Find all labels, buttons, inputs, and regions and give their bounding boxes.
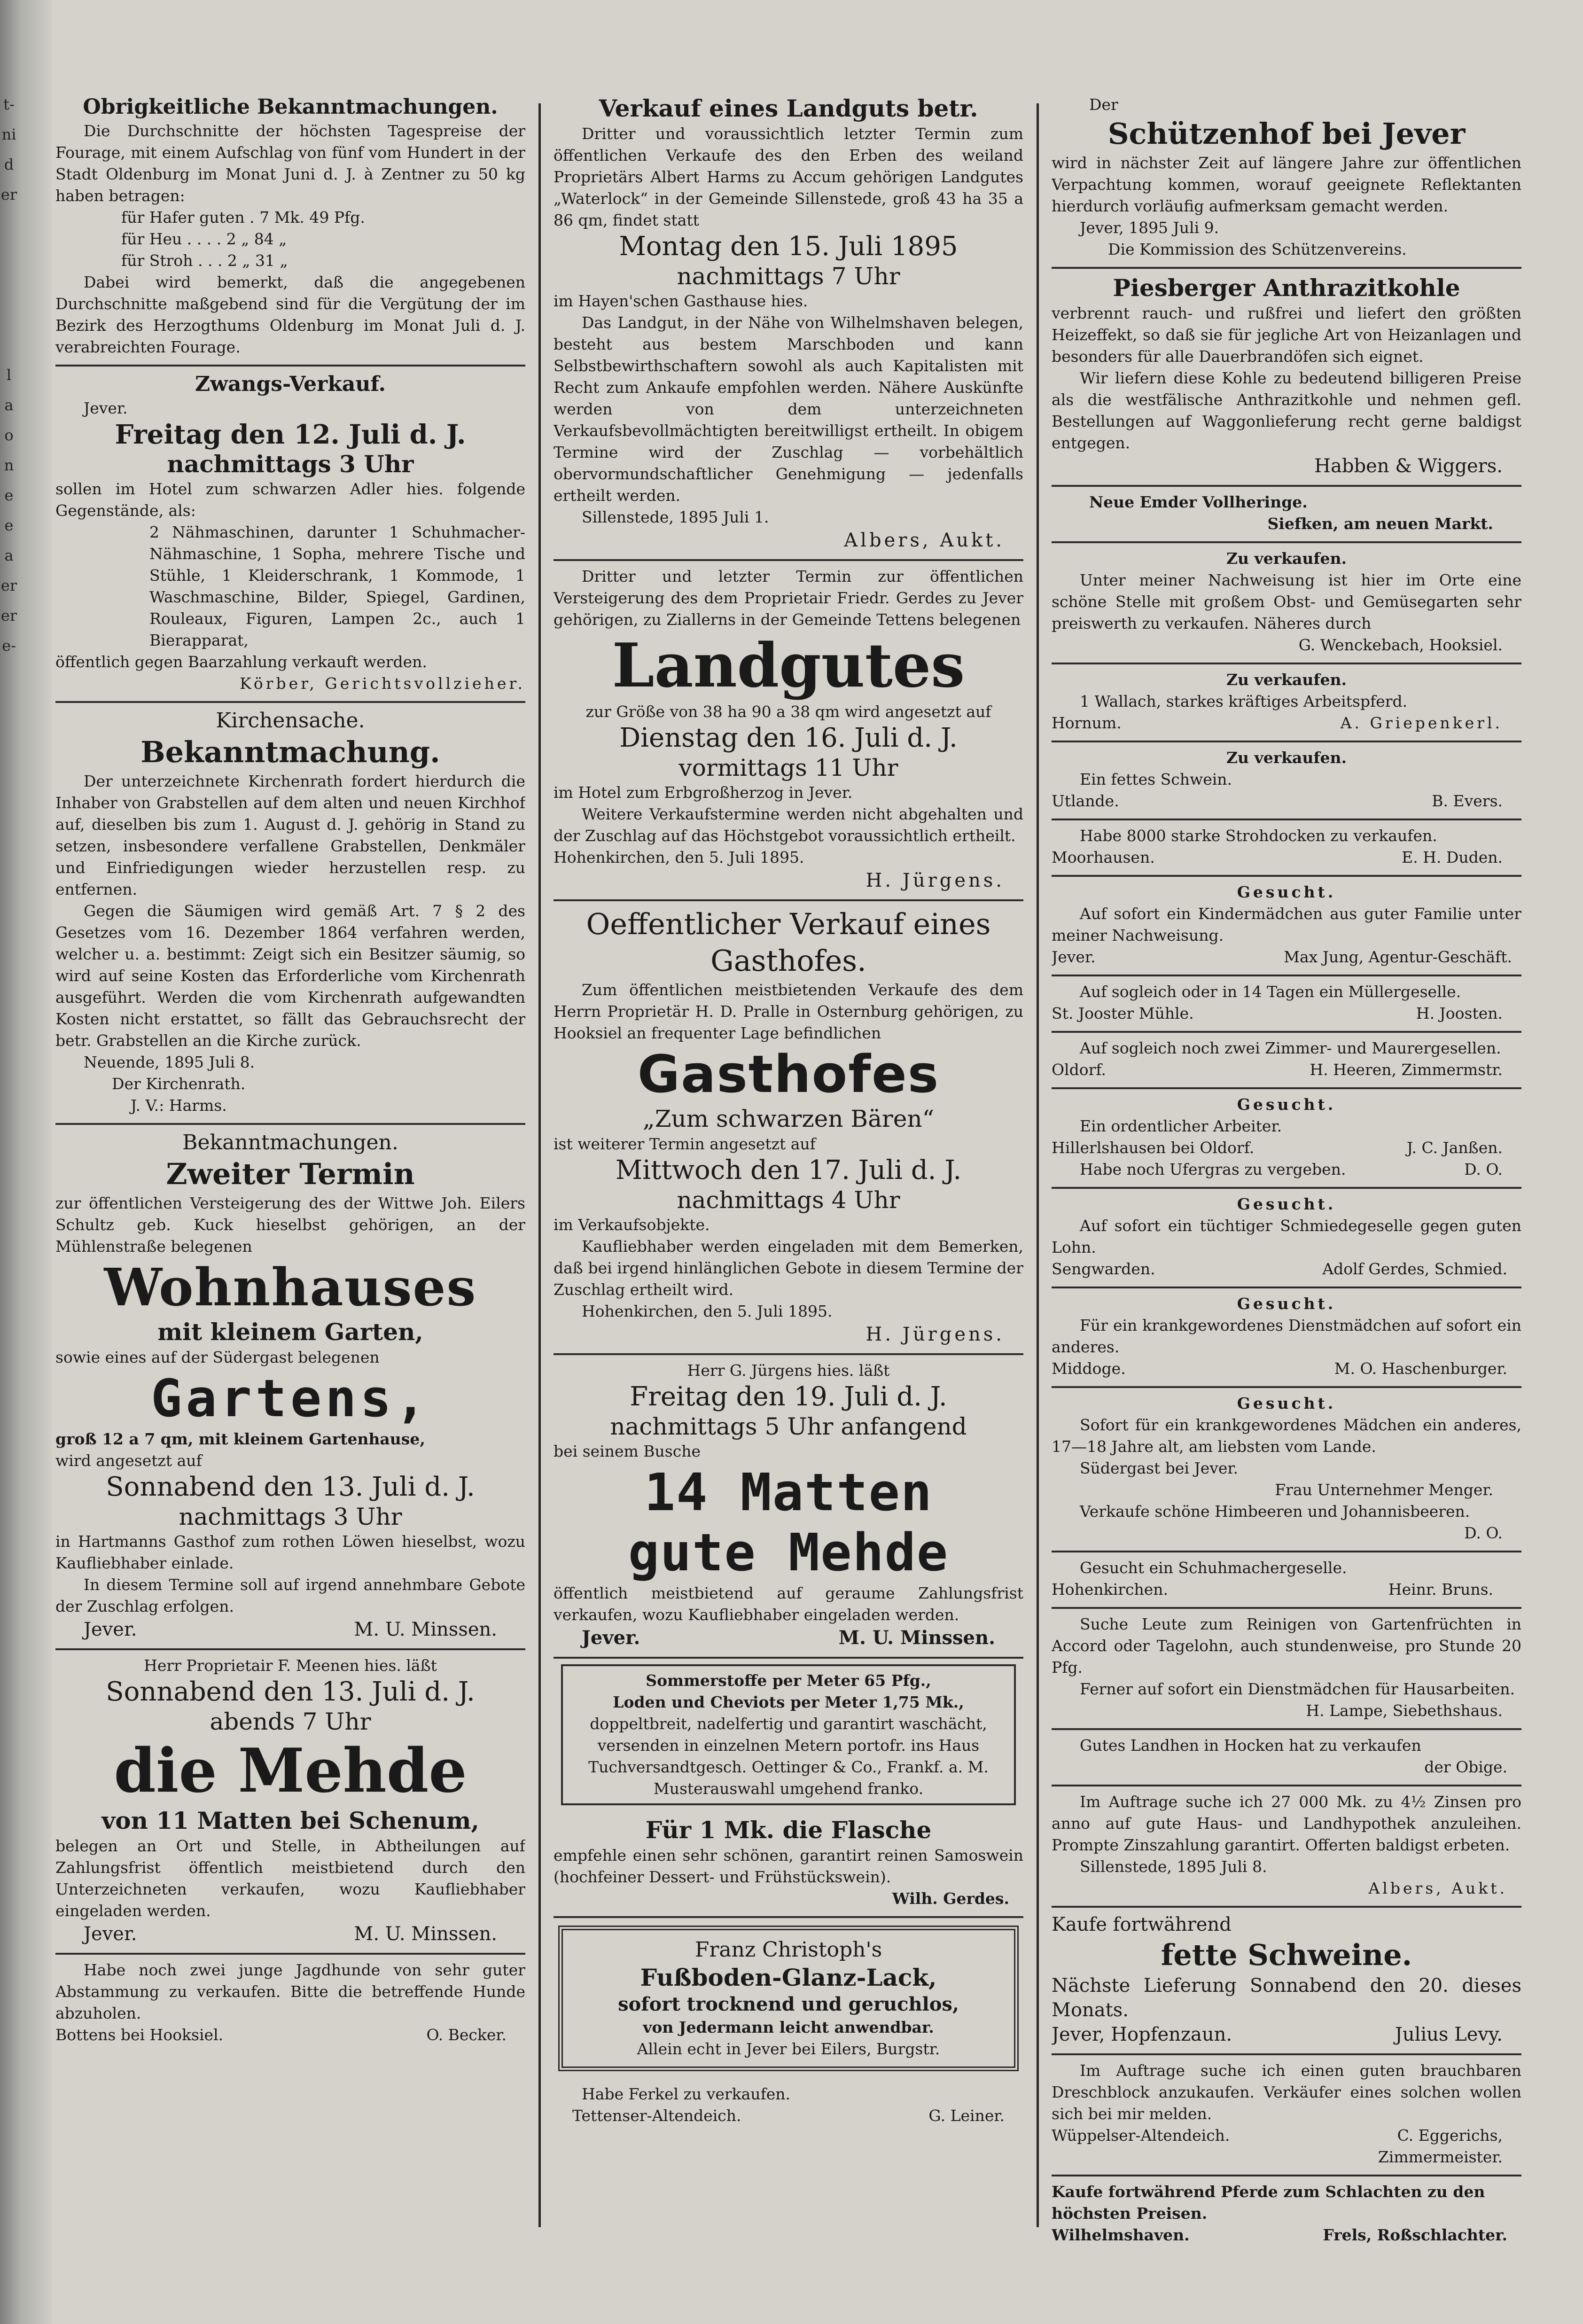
ad-signature: Frels, Roßschlachter. — [1323, 2226, 1507, 2244]
ad-pferde-schlachten — [1052, 2176, 1521, 2253]
ad-signature: A. Griepenkerl. — [1340, 714, 1503, 732]
ad-dreschblock — [1052, 2055, 1521, 2176]
ad-items: 2 Nähmaschinen, darunter 1 Schuhmacher-Nähmaschine, 1 Sopha, mehrere Tische und Stühle, 1 Kleiderschrank, 1 Kommode, 1 Waschmaschine, Bilder, Spiegel, Gardinen, Rouleaux, Figuren, Lampen 2c., auch 1 Bierapparat, — [149, 523, 525, 649]
ad-date: Neuende, 1895 Juli 8. — [84, 1053, 255, 1071]
ad-text: Gegen die Säumigen wird gemäß Art. 7 § 2 des Gesetzes vom 16. Dezember 1864 verfahren werden, welcher u. a. bestimmt: Zeigt sich ein Besitzer säumig, so wird auf seine Kosten das Erforderliche vom Kirchenrath ausgeführt. Werden die vom Kirchenrath aufgewandten Kosten nicht erstattet, so fällt das Gebrauchsrecht der betr. Grabstellen an die Kirche zurück. — [55, 902, 525, 1050]
gutter-fragment: er — [0, 607, 17, 624]
ad-text: verbrennt rauch- und rußfrei und liefert den größten Heizeffekt, so daß sie für jegliche Art von Heizanlagen und besonders für alle Dauerbrandöfen sich eignet. — [1052, 304, 1521, 366]
ad-zwangsverkauf — [55, 367, 525, 703]
ad-title: Zu verkaufen. — [1226, 749, 1347, 767]
ad-title: Piesberger Anthrazitkohle — [1113, 274, 1460, 302]
gutter-fragment: n — [4, 456, 14, 474]
ad-text: Dritter und letzter Termin zur öffentlichen Versteigerung des dem Proprietair Friedr. Gerdes zu Jever gehörigen, zu Ziallerns in der Gemeinde Tettens belegenen — [554, 567, 1023, 629]
ad-text: wird in nächster Zeit auf längere Jahre zur öffentlichen Verpachtung kommen, worauf geeignete Reflektanten hierdurch vorläufig aufmerksam gemacht werden. — [1052, 154, 1521, 215]
ad-text: Die Durchschnitte der höchsten Tagespreise der Fourage, mit einem Aufschlag von fünf vom Hundert in der Stadt Oldenburg im Monat Juni d. J. à Zentner zu 50 kg haben betragen: — [55, 122, 525, 205]
ad-place: Sengwarden. — [1052, 1260, 1155, 1278]
ad-text: Wir liefern diese Kohle zu bedeutend billigeren Preise als die westfälische Anthrazitkohle und nehmen gefl. Bestellungen auf Waggonlieferung recht gerne baldigst entgegen. — [1052, 369, 1521, 452]
ad-place: St. Jooster Mühle. — [1052, 1004, 1194, 1022]
ad-headline: Landgutes — [612, 631, 965, 701]
ad-wallach — [1052, 664, 1521, 742]
gutter-fragment: l — [6, 366, 12, 384]
ad-date: Freitag den 19. Juli d. J. — [630, 1381, 947, 1412]
ad-signature: J. C. Janßen. — [1406, 1139, 1503, 1157]
ad-text: Habe noch Ufergras zu vergeben. — [1080, 1160, 1346, 1178]
ad-signature: G. Leiner. — [928, 2106, 1005, 2125]
column-1 — [55, 89, 525, 2260]
gutter-fragment: e — [4, 516, 14, 534]
ad-text: Weitere Verkaufstermine werden nicht abgehalten und der Zuschlag auf das Höchstgebot voraussichtlich ertheilt. — [554, 805, 1023, 845]
ad-text: öffentlich gegen Baarzahlung verkauft werden. — [55, 653, 427, 671]
ad-time: abends 7 Uhr — [210, 1708, 371, 1735]
ad-title: Bekanntmachung. — [140, 735, 440, 769]
ad-text: doppeltbreit, nadelfertig und garantirt waschächt, versenden in einzelnen Metern portofr. ins Haus — [590, 1715, 987, 1755]
ad-signature: J. V.: Harms. — [131, 1096, 227, 1115]
ad-schuhmachergeselle — [1052, 1552, 1521, 1609]
ad-text: Zum öffentlichen meistbietenden Verkaufe des dem Herrn Proprietär H. D. Pralle in Osternburg gehörigen, zu Hooksiel an frequenter Lage befindlichen — [554, 981, 1023, 1042]
ad-date: Montag den 15. Juli 1895 — [619, 231, 958, 262]
price-line: für Heu . . . . 2 „ 84 „ — [121, 230, 287, 248]
ad-place: Südergast bei Jever. — [1080, 1459, 1239, 1477]
ad-place: im Hayen'schen Gasthause hies. — [554, 292, 808, 310]
newspaper-page — [55, 89, 1536, 2260]
ad-text: Gutes Landhen in Hocken hat zu verkaufen — [1080, 1736, 1421, 1755]
ad-place: Oldorf. — [1052, 1061, 1106, 1079]
ad-signature: Frau Unternehmer Menger. — [1275, 1481, 1493, 1499]
ad-text: zur Größe von 38 ha 90 a 38 qm wird angesetzt auf — [585, 702, 991, 721]
ad-text: Kaufliebhaber werden eingeladen mit dem Bemerken, daß bei irgend hinlänglichen Gebote in diesem Termine der Zuschlag ertheilt wird. — [554, 1237, 1023, 1299]
ad-text: sofort trocknend und geruchlos, — [618, 1993, 959, 2015]
ad-place: Moorhausen. — [1052, 848, 1155, 866]
ad-headline: gute Mehde — [628, 1522, 949, 1583]
ad-schuetzenhof — [1052, 89, 1521, 269]
ad-date: Sillenstede, 1895 Juli 8. — [1080, 1857, 1267, 1876]
page-gutter — [0, 0, 52, 2324]
ad-fourage-prices — [55, 89, 525, 367]
gutter-fragment: er — [0, 186, 17, 203]
ad-text: Im Auftrage suche ich einen guten brauchbaren Dreschblock anzukaufen. Verkäufer eines solchen wollen sich bei mir melden. — [1052, 2061, 1521, 2123]
ad-text: Habe noch zwei junge Jagdhunde von sehr guter Abstammung zu verkaufen. Bitte die betreffende Hunde abzuholen. — [55, 1961, 525, 2022]
ad-text: belegen an Ort und Stelle, in Abtheilungen auf Zahlungsfrist öffentlich meistbietend durch den Unterzeichneten verkaufen, wozu Kaufliebhaber eingeladen werden. — [55, 1837, 525, 1920]
ad-text: empfehle einen sehr schönen, garantirt reinen Samoswein (hochfeiner Dessert- und Frühstückswein). — [554, 1846, 1023, 1886]
ad-text: Auf sogleich oder in 14 Tagen ein Müllergeselle. — [1080, 983, 1461, 1001]
ad-signature: H. Jürgens. — [866, 870, 1005, 891]
ad-text: Ein fettes Schwein. — [1080, 770, 1232, 788]
ad-time: vormittags 11 Uhr — [678, 754, 898, 781]
ad-text: sollen im Hotel zum schwarzen Adler hies. folgende Gegenstände, als: — [55, 480, 525, 520]
ad-date: Dienstag den 16. Juli d. J. — [619, 723, 958, 753]
ad-title: Schützenhof bei Jever — [1107, 117, 1466, 151]
ad-title: Für 1 Mk. die Flasche — [645, 1816, 932, 1844]
gutter-fragment: e- — [2, 637, 16, 655]
ad-signature: Albers, Aukt. — [1368, 1879, 1507, 1897]
price-line: für Stroh . . . 2 „ 31 „ — [121, 251, 288, 270]
ad-mehde-schenum — [55, 1650, 525, 1955]
ad-text: 1 Wallach, starkes kräftiges Arbeitspferd. — [1080, 692, 1408, 710]
ad-text: in Hartmanns Gasthof zum rothen Löwen hieselbst, wozu Kaufliebhaber einlade. — [55, 1532, 525, 1572]
ad-title: Zweiter Termin — [166, 1157, 415, 1191]
gutter-fragment: e — [4, 486, 14, 504]
ad-title: Gesucht. — [1237, 1394, 1336, 1412]
ad-headline: Gartens, — [151, 1368, 430, 1428]
ad-landgutes-tettens — [554, 561, 1023, 901]
column-rule — [538, 103, 541, 2227]
ad-text: Tuchversandtgesch. Oettinger & Co., Frankf. a. M. — [588, 1758, 989, 1776]
ad-arbeiter — [1052, 1089, 1521, 1189]
ad-date: Hohenkirchen, den 5. Juli 1895. — [554, 848, 804, 866]
ad-place: Jever. — [582, 1627, 640, 1649]
ad-maurergesellen — [1052, 1033, 1521, 1089]
ad-headline: Gasthofes — [637, 1044, 940, 1104]
ad-hypothek — [1052, 1786, 1521, 1908]
ad-text: Ferner auf sofort ein Dienstmädchen für Hausarbeiten. — [1080, 1680, 1515, 1698]
ad-text: In diesem Termine soll auf irgend annehmbare Gebote der Zuschlag erfolgen. — [55, 1575, 525, 1615]
ad-strohdocken — [1052, 820, 1521, 877]
ad-place: Wüppelser-Altendeich. — [1052, 2126, 1230, 2145]
ad-place: Wilhelmshaven. — [1052, 2226, 1190, 2244]
ad-time: nachmittags 7 Uhr — [677, 263, 900, 290]
ad-place: Hillerlshausen bei Oldorf. — [1052, 1139, 1255, 1157]
ad-place: im Hotel zum Erbgroßherzog in Jever. — [554, 783, 853, 802]
ad-text: wird angesetzt auf — [55, 1451, 202, 1470]
ad-signature: D. O. — [1464, 1160, 1503, 1178]
ad-text: Suche Leute zum Reinigen von Gartenfrüchten in Accord oder Tagelohn, auch stundenweise, pro Stunde 20 Pfg. — [1052, 1615, 1521, 1677]
ad-signature: H. Heeren, Zimmermstr. — [1310, 1061, 1503, 1079]
ad-dienstmaedchen — [1052, 1288, 1521, 1388]
ad-headline: 14 Matten — [644, 1462, 933, 1522]
gutter-fragment: a — [4, 546, 14, 564]
ad-title: Obrigkeitliche Bekanntmachungen. — [83, 95, 498, 119]
ad-gasthof-verkauf — [554, 901, 1023, 1355]
ad-text: Ein ordentlicher Arbeiter. — [1080, 1117, 1282, 1135]
gutter-fragment: ni — [1, 125, 16, 143]
gutter-fragment: a — [4, 396, 14, 414]
ad-maedchen-lande — [1052, 1388, 1521, 1552]
ad-text: Das Landgut, in der Nähe von Wilhelmshaven belegen, besteht aus bestem Marschboden und kann Selbstbewirthschaftern sowohl als auch Kapitalisten mit Recht zum Ankaufe empfohlen werden. Nähere Auskünfte werden von dem unterzeichneten Verkaufsbevollmächtigten bereitwilligst ertheilt. In obigem Termine wird der Zuschlag — vorbehältlich obervormundschaftlicher Genehmigung — jedenfalls ertheilt werden. — [554, 313, 1023, 505]
ad-place: im Verkaufsobjekte. — [554, 1216, 710, 1234]
ad-signature: Adolf Gerdes, Schmied. — [1322, 1260, 1507, 1278]
ad-place: Middoge. — [1052, 1359, 1126, 1378]
ad-signature: D. O. — [1464, 1524, 1503, 1542]
gutter-fragment: er — [0, 577, 17, 594]
ad-anthrazitkohle — [1052, 269, 1521, 487]
ad-text: Für ein krankgewordenes Dienstmädchen auf sofort ein anderes. — [1052, 1316, 1521, 1356]
ad-schwein — [1052, 742, 1521, 820]
ad-date: Sonnabend den 13. Juli d. J. — [106, 1677, 475, 1707]
ad-stelle-verkaufen — [1052, 543, 1521, 664]
ad-schmiedegeselle — [1052, 1189, 1521, 1288]
ad-kicker: Herr Proprietair F. Meenen hies. läßt — [144, 1656, 437, 1675]
ad-time: nachmittags 5 Uhr anfangend — [610, 1413, 967, 1440]
column-rule — [1037, 103, 1039, 2227]
ad-text: Kaufe fortwährend Pferde zum Schlachten zu den höchsten Preisen. — [1052, 2183, 1485, 2223]
ad-fussboden-lack-box — [558, 1926, 1019, 2071]
ad-gartenfruechte — [1052, 1609, 1521, 1730]
ad-place: Tettenser-Altendeich. — [572, 2106, 741, 2125]
ad-date: Sonnabend den 13. Juli d. J. — [106, 1472, 475, 1502]
ad-text: Nächste Lieferung Sonnabend den 20. dieses Monats. — [1052, 1975, 1521, 2021]
ad-kindermaedchen — [1052, 877, 1521, 976]
ad-signature: B. Evers. — [1432, 792, 1503, 810]
ad-kirchensache — [55, 703, 525, 1125]
ad-signature: Max Jung, Agentur-Geschäft. — [1284, 948, 1512, 966]
ad-signature: Albers, Aukt. — [844, 530, 1005, 551]
ad-zweiter-termin — [55, 1125, 525, 1650]
ad-place: Bottens bei Hooksiel. — [55, 2026, 224, 2044]
ad-signature: Die Kommission des Schützenvereins. — [1108, 240, 1407, 258]
ad-signature: M. U. Minssen. — [354, 1619, 497, 1640]
ad-place: Utlande. — [1052, 792, 1119, 810]
ad-text: Auf sogleich noch zwei Zimmer- und Maurergesellen. — [1080, 1039, 1501, 1057]
ad-date: Hohenkirchen, den 5. Juli 1895. — [582, 1302, 833, 1320]
ad-signature: Zimmermeister. — [1378, 2148, 1503, 2166]
ad-text: Auf sofort ein Kindermädchen aus guter Familie unter meiner Nachweisung. — [1052, 905, 1521, 944]
ad-subheadline: mit kleinem Garten, — [157, 1318, 423, 1346]
ad-kicker: Kirchensache. — [216, 709, 365, 733]
ad-text: Im Auftrage suche ich 27 000 Mk. zu 4½ Zinsen pro anno auf gute Haus- und Landhypothek anzuleihen. Prompte Zinszahlung garantirt. Offerten baldigst erbeten. — [1052, 1793, 1521, 1854]
ad-text: von Jedermann leicht anwendbar. — [643, 2018, 934, 2036]
ad-place: Jever. — [84, 399, 128, 417]
ad-title: Oeffentlicher Verkauf eines Gasthofes. — [586, 907, 991, 978]
ad-time: nachmittags 3 Uhr — [179, 1503, 402, 1530]
ad-text: groß 12 a 7 qm, mit kleinem Gartenhause, — [55, 1430, 425, 1448]
ad-title: Fußboden-Glanz-Lack, — [640, 1964, 937, 1991]
ad-time: nachmittags 3 Uhr — [167, 450, 414, 478]
ad-signature: G. Wenckebach, Hooksiel. — [1298, 636, 1503, 654]
ad-text: sowie eines auf der Südergast belegenen — [55, 1348, 380, 1366]
ad-title: Zwangs-Verkauf. — [195, 372, 386, 396]
ad-sommerstoffe-box — [561, 1664, 1016, 1805]
ad-signature: E. H. Duden. — [1402, 848, 1503, 866]
ad-place: Hohenkirchen. — [1052, 1580, 1169, 1599]
ad-text: Verkaufe schöne Himbeeren und Johannisbeeren. — [1080, 1502, 1470, 1521]
ad-date: Mittwoch den 17. Juli d. J. — [615, 1155, 962, 1185]
ad-place: Jever. — [84, 1923, 137, 1945]
ad-text: Unter meiner Nachweisung ist hier im Orte eine schöne Stelle mit großem Obst- und Gemüsegarten sehr preiswerth zu verkaufen. Näheres durch — [1052, 571, 1521, 632]
ad-signature: der Obige. — [1424, 1758, 1507, 1776]
ad-place: Jever, Hopfenzaun. — [1052, 2024, 1232, 2045]
ad-text: Auf sofort ein tüchtiger Schmiedegeselle gegen guten Lohn. — [1052, 1217, 1521, 1256]
ad-subheadline: „Zum schwarzen Bären“ — [642, 1105, 935, 1132]
price-line: für Hafer guten . 7 Mk. 49 Pfg. — [121, 208, 365, 226]
ad-text: Habe 8000 starke Strohdocken zu verkaufen. — [1080, 827, 1437, 845]
ad-signature: Wilh. Gerdes. — [892, 1889, 1009, 1908]
ad-place: Jever. — [84, 1619, 137, 1640]
ad-text: Loden und Cheviots per Meter 1,75 Mk., — [613, 1693, 964, 1711]
ad-signature: M. U. Minssen. — [838, 1627, 995, 1649]
ad-title: Gesucht. — [1237, 1195, 1336, 1213]
ad-signature: Julius Levy. — [1395, 2024, 1503, 2045]
ad-place: bei seinem Busche — [554, 1442, 701, 1460]
ad-headline: die Mehde — [114, 1736, 467, 1806]
ad-title: Gesucht. — [1237, 883, 1336, 901]
ad-vollheringe — [1052, 487, 1521, 543]
ad-text: Musterauswahl umgehend franko. — [653, 1779, 924, 1798]
column-3 — [1052, 89, 1521, 2260]
ad-signature: O. Becker. — [426, 2026, 507, 2044]
gutter-fragment: o — [4, 426, 14, 444]
ad-text: öffentlich meistbietend auf geraume Zahlungsfrist verkaufen, wozu Kaufliebhaber eingeladen werden. — [554, 1584, 1023, 1624]
gutter-fragment: d — [4, 156, 14, 173]
ad-subheadline: von 11 Matten bei Schenum, — [101, 1807, 479, 1834]
ad-signature: M. U. Minssen. — [354, 1923, 497, 1945]
ad-title: Gesucht. — [1237, 1295, 1336, 1313]
ad-title: fette Schweine. — [1161, 1938, 1412, 1972]
ad-ferkel — [554, 2079, 1023, 2133]
ad-place: Jever. — [1052, 948, 1096, 966]
gutter-fragment: t- — [3, 95, 15, 113]
ad-jagdhunde — [55, 1955, 525, 2052]
ad-text: Allein echt in Jever bei Eilers, Burgstr. — [637, 2040, 940, 2058]
ad-matten-mehde — [554, 1355, 1023, 1659]
ad-date: Sillenstede, 1895 Juli 1. — [582, 508, 769, 526]
ad-kicker: Kaufe fortwährend — [1052, 1914, 1232, 1935]
ad-signature: H. Joosten. — [1416, 1004, 1503, 1022]
ad-title: Zu verkaufen. — [1226, 671, 1347, 689]
ad-text: ist weiterer Termin angesetzt auf — [554, 1135, 816, 1153]
ad-landgut-waterlock — [554, 89, 1023, 561]
ad-headline: Wohnhauses — [104, 1257, 477, 1318]
ad-text: Sofort für ein krankgewordenes Mädchen ein anderes, 17—18 Jahre alt, am liebsten vom Lande. — [1052, 1416, 1521, 1456]
ad-muellergeselle — [1052, 976, 1521, 1033]
ad-text: Dabei wird bemerkt, daß die angegebenen Durchschnitte maßgebend sind für die Vergütung der im Bezirk des Herzogthums Oldenburg im Monat Juli d. J. verabreichten Fourage. — [55, 273, 525, 356]
ad-title: Zu verkaufen. — [1226, 549, 1347, 568]
ad-date: Jever, 1895 Juli 9. — [1080, 218, 1219, 237]
ad-text: Habe Ferkel zu verkaufen. — [582, 2085, 791, 2103]
ad-signature: Heinr. Bruns. — [1388, 1580, 1493, 1599]
ad-text: Dritter und voraussichtlich letzter Termin zum öffentlichen Verkaufe des den Erben des weiland Proprietärs Albert Harms zu Accum gehörigen Landgutes „Waterlock“ in der Gemeinde Sillenstede, groß 43 ha 35 a 86 qm, findet statt — [554, 125, 1023, 229]
ad-text: Neue Emder Vollheringe. — [1089, 493, 1308, 511]
ad-time: nachmittags 4 Uhr — [677, 1186, 900, 1214]
ad-kicker: Herr G. Jürgens hies. läßt — [687, 1361, 890, 1380]
ad-signature: Habben & Wiggers. — [1314, 455, 1503, 477]
gutter-fragments — [0, 89, 18, 661]
ad-text: Sommerstoffe per Meter 65 Pfg., — [646, 1671, 931, 1690]
ad-fette-schweine — [1052, 1908, 1521, 2055]
column-2 — [554, 89, 1023, 2260]
ad-signature: M. O. Haschenburger. — [1334, 1359, 1507, 1378]
ad-landhen — [1052, 1730, 1521, 1786]
ad-signature: H. Lampe, Siebethshaus. — [1306, 1701, 1503, 1720]
ad-title: Verkauf eines Landguts betr. — [599, 94, 978, 122]
ad-text: Gesucht ein Schuhmachergeselle. — [1080, 1559, 1347, 1577]
ad-text: Der unterzeichnete Kirchenrath fordert hierdurch die Inhaber von Grabstellen auf dem alten und neuen Kirchhof auf, dieselben bis zum 1. August d. J. gehörig in Stand zu setzen, insbesondere verfallene Grabstellen, Denkmäler und Einfriedigungen wieder herzustellen resp. zu entfernen. — [55, 772, 525, 898]
ad-date: Freitag den 12. Juli d. J. — [115, 419, 466, 450]
ad-signature: Der Kirchenrath. — [112, 1075, 246, 1093]
ad-signature: Siefken, am neuen Markt. — [1267, 515, 1493, 533]
ad-kicker: Bekanntmachungen. — [182, 1131, 398, 1154]
ad-signature: C. Eggerichs, — [1397, 2126, 1503, 2145]
ad-place: Hornum. — [1052, 714, 1122, 732]
ad-text: Franz Christoph's — [694, 1938, 882, 1962]
ad-samoswein — [554, 1811, 1023, 1918]
ad-signature: H. Jürgens. — [866, 1324, 1005, 1345]
ad-signature: Körber, Gerichtsvollzieher. — [240, 674, 525, 693]
ad-text: zur öffentlichen Versteigerung des der Wittwe Joh. Eilers Schultz geb. Kuck hieselbst gehörigen, an der Mühlenstraße belegenen — [55, 1194, 525, 1256]
ad-kicker: Der — [1089, 95, 1118, 114]
ad-title: Gesucht. — [1237, 1095, 1336, 1114]
